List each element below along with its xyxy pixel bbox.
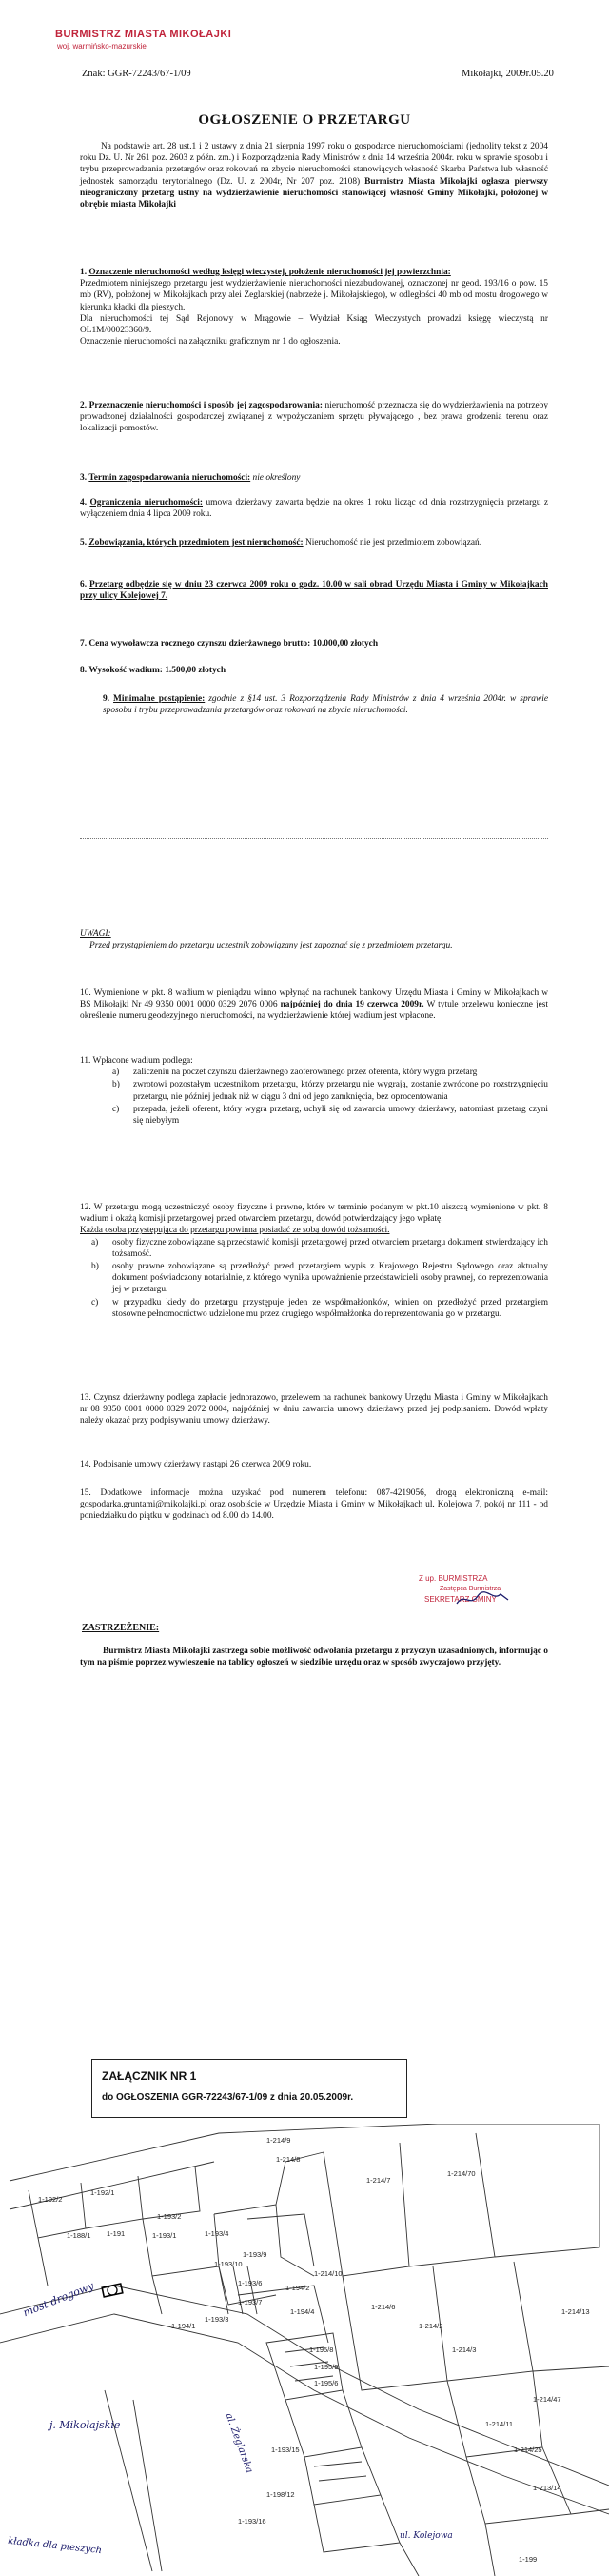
- reference-number: Znak: GGR-72243/67-1/09: [82, 69, 191, 79]
- p10-after: W tytule przelewu konieczne jest określenie numeru geodezyjnego nieruchomości, na wydzierżawienie której wadium jest wpłacone.: [80, 1000, 549, 1022]
- annex-subtitle: do OGŁOSZENIA GGR-72243/67-1/09 z dnia 20.05.2009r.: [102, 2092, 354, 2103]
- parcel-label: 1-193/4: [205, 2229, 229, 2238]
- p12-underline: Każda osoba przystępująca do przetargu powinna posiadać ze sobą dowód tożsamości.: [80, 1226, 390, 1236]
- sub-text: przepada, jeżeli oferent, który wygra przetarg, uchyli się od zawarcia umowy dzierżawy, natomiast przetarg czyni się niebyłym: [133, 1104, 548, 1127]
- paragraph-13: 13. Czynsz dzierżawny podlega zapłacie jednorazowo, przelewem na rachunek bankowy Urzędu Miasta i Gminy w Mikołajkach nr 08 9350 0001 0000 0329 2072 0004, najpóźniej w dniu zawarcia umowy dzierżawy przed jej podpisaniem. Dowód wpłaty należy okazać przy podpisywaniu umowy dzierżawy.: [80, 1393, 548, 1427]
- parcel-label: 1-214/6: [371, 2303, 396, 2311]
- signature-line: Zastępca Burmistrza: [440, 1586, 501, 1592]
- item-8: [80, 665, 548, 676]
- starting-price: Cena wywoławcza rocznego czynszu dzierżawnego brutto: 10.000,00 złotych: [88, 639, 379, 649]
- parcel-label: 1-194/4: [290, 2307, 315, 2316]
- item-text: zgodnie z §14 ust. 3 Rozporządzenia Rady Ministrów z dnia 4 września 2004r. w sprawie sposobu i trybu przeprowadzania przetargów oraz rokowań na zbycie nieruchomości.: [103, 694, 548, 716]
- parcel-label: 1-188/1: [67, 2231, 91, 2240]
- handwritten-signature: [455, 1588, 512, 1609]
- parcel-label: 1-214/25: [514, 2446, 542, 2454]
- parcel-label: 1-195/8: [309, 2346, 334, 2354]
- intro-bold: Burmistrz Miasta Mikołajki ogłasza pierwszy nieograniczony przetarg ustny na wydzierżawienie nieruchomości stanowiącej własność Gminy Mikołajki, położonej w obrębie miasta Mikołajki: [80, 176, 548, 210]
- parcel-label: 1-193/10: [214, 2260, 243, 2268]
- annex-title: ZAŁĄCZNIK NR 1: [102, 2069, 197, 2083]
- p11-sub-c: [112, 1104, 548, 1127]
- parcel-label: 1-192/2: [38, 2195, 63, 2204]
- deposit-amount: Wysokość wadium: 1.500,00 złotych: [88, 666, 226, 675]
- p12-sub-c: [91, 1297, 548, 1320]
- parcel-label: 1-193/2: [157, 2212, 182, 2221]
- reservation-text: Burmistrz Miasta Mikołajki zastrzega sobie możliwość odwołania przetargu z przyczyn uzasadnionych, informując o tym na piśmie poprzez wywieszenie na tablicy ogłoszeń w siedzibie urzędu oraz w sposób zwyczajowo przyjęty.: [80, 1647, 548, 1668]
- sub-text: w przypadku kiedy do przetargu przystępuje jeden ze współmałżonków, winien on przedłożyć przed przetargiem stosowne pełnomocnictwo udzielone mu przez drugiego współmałżonka do reprezentowania go w przetargu.: [112, 1297, 548, 1319]
- sub-label: a): [112, 1068, 120, 1078]
- parcel-label: 1-198/12: [266, 2490, 295, 2499]
- parcel-label: 1-194/1: [171, 2322, 196, 2330]
- item-7: [80, 638, 548, 649]
- reservation-label: ZASTRZEŻENIE:: [82, 1623, 160, 1633]
- sub-label: b): [112, 1080, 120, 1090]
- item-text: Nieruchomość nie jest przedmiotem zobowiązań.: [304, 538, 482, 548]
- item-number: 3.: [80, 473, 88, 483]
- sub-text: osoby prawne zobowiązane są przedłożyć przed przetargiem wypis z Krajowego Rejestru Sądowego oraz aktualny dokument poświadczony notarialnie, z którego wynika upoważnienie przedstawicieli osoby prawnej, do reprezentowania jej w przetargu.: [112, 1262, 548, 1295]
- cadastral-map: [0, 2124, 609, 2576]
- p11-text: 11. Wpłacone wadium podlega:: [80, 1056, 193, 1066]
- parcel-label: 1-214/7: [366, 2176, 391, 2185]
- parcel-label: 1-193/6: [238, 2279, 263, 2287]
- map-drawing: [0, 2124, 609, 2576]
- parcel-label: 1-194/2: [285, 2284, 310, 2292]
- p12-text: 12. W przetargu mogą uczestniczyć osoby fizyczne i prawne, które w terminie podanym w pkt.10 uiszczą wymienione w pkt. 8 wadium i okażą komisji przetargowej przed otwarciem przetargu, dowód potwierdzający jego wpłatę.: [80, 1203, 548, 1225]
- parcel-label: 1-214/3: [452, 2346, 477, 2354]
- parcel-label: 1-214/8: [276, 2155, 301, 2164]
- item-heading: Termin zagospodarowania nieruchomości:: [88, 473, 251, 483]
- item-heading: Przeznaczenie nieruchomości i sposób jej zagospodarowania:: [88, 401, 323, 410]
- document-date: Mikołajki, 2009r.05.20: [462, 69, 554, 79]
- sub-text: zaliczeniu na poczet czynszu dzierżawnego zaoferowanego przez oferenta, który wygra przetarg: [133, 1068, 478, 1078]
- item-9: [80, 693, 548, 716]
- parcel-label: 1-192/1: [90, 2188, 115, 2197]
- paragraph-12: [80, 1202, 548, 1321]
- item-1: [80, 267, 548, 348]
- parcel-label: 1-214/13: [561, 2307, 590, 2316]
- note-bridge: most drogowy: [21, 2279, 96, 2320]
- parcel-label: 1-214/9: [266, 2136, 291, 2145]
- item-5: [80, 537, 548, 549]
- item-number: 7.: [80, 639, 88, 649]
- item-text: umowa dzierżawy zawarta będzie na okres 1 roku licząc od dnia rozstrzygnięcia przetargu z wyłączeniem dnia 4 lipca 2009 roku.: [80, 498, 549, 520]
- note-street: al. Żeglarska: [223, 2411, 255, 2475]
- office-stamp-sub: woj. warmińsko-mazurskie: [57, 42, 147, 50]
- item-heading: Zobowiązania, których przedmiotem jest nieruchomość:: [88, 538, 304, 548]
- signature-line: Z up. BURMISTRZA: [419, 1574, 488, 1583]
- item-2: [80, 400, 548, 435]
- parcel-label: 1-193/16: [238, 2517, 266, 2526]
- parcel-label: 1-195/9: [314, 2363, 339, 2371]
- remarks-text: Przed przystąpieniem do przetargu uczestnik zobowiązany jest zapoznać się z przedmiotem przetargu.: [89, 941, 453, 951]
- item-number: 6.: [80, 580, 88, 589]
- parcel-label: 1-213/14: [533, 2484, 561, 2492]
- item-heading: Oznaczenie nieruchomości według księgi wieczystej, położenie nieruchomości jej powierzchnia:: [88, 268, 451, 277]
- item-number: 1.: [80, 268, 88, 277]
- paragraph-14: [80, 1459, 548, 1470]
- parcel-label: 1-193/7: [238, 2298, 263, 2306]
- note-lake: j. Mikołajskie: [49, 2419, 121, 2431]
- item-line: Przedmiotem niniejszego przetargu jest wydzierżawienie nieruchomości niezabudowanej, oznaczonej nr geod. 193/16 o pow. 15 mb (RV), położonej w Mikołajkach przy alei Żeglarskiej (nabrzeże j. Mikołajskiego), w odległości 40 mb od mostu drogowego w kierunku kładki dla pieszych.: [80, 279, 548, 312]
- parcel-label: 1-193/3: [205, 2315, 229, 2324]
- p12-sub-b: [91, 1261, 548, 1296]
- paragraph-15: 15. Dodatkowe informacje można uzyskać pod numerem telefonu: 087-4219056, drogą elektroniczną e-mail: gospodarka.gruntami@mikolajki.pl oraz osobiście w Urzędzie Miasta i Gminy w Mikołajkach ul. Kolejowa 7, pokój nr 111 - od poniedziałku do piątku w godzinach od 8.00 do 14.00.: [80, 1488, 548, 1522]
- divider: [80, 838, 548, 839]
- item-number: 4.: [80, 498, 88, 508]
- intro-paragraph: [80, 141, 548, 210]
- parcel-label: 1-214/2: [419, 2322, 443, 2330]
- parcel-label: 1-214/47: [533, 2395, 561, 2404]
- paragraph-10: [80, 988, 548, 1023]
- item-number: 8.: [80, 666, 88, 675]
- signature-line: SEKRETARZ GMINY: [424, 1595, 497, 1604]
- parcel-label: 1-214/10: [314, 2269, 343, 2278]
- p10-text: 10. Wymienione w pkt. 8 wadium w pieniądzu winno wpłynąć na rachunek bankowy Urzędu Miasta i Gminy w Mikołajkach w BS Mikołajki Nr 49 9350 0001 0000 0329 2076 0006: [80, 988, 548, 1010]
- sub-label: a): [91, 1237, 99, 1248]
- page-title: OGŁOSZENIE O PRZETARGU: [198, 112, 411, 128]
- p12-sub-a: [91, 1237, 548, 1260]
- item-4: [80, 497, 548, 520]
- p11-sub-b: [112, 1079, 548, 1102]
- parcel-label: 1-193/15: [271, 2446, 300, 2454]
- note-footbridge: kładka dla pieszych: [7, 2535, 103, 2557]
- item-number: 2.: [80, 401, 88, 410]
- p11-sub-a: [112, 1067, 548, 1078]
- annex-header: [91, 2059, 407, 2118]
- sub-text: zwrotowi pozostałym uczestnikom przetargu, którzy przetargu nie wygrają, zostanie zwrócone po rozstrzygnięciu przetargu, nie później jednak niż w ciągu 3 dni od jego zamknięcia, bez oprocentowania: [133, 1080, 548, 1102]
- item-text: nie określony: [252, 473, 301, 483]
- item-line: Oznaczenie nieruchomości na załączniku graficznym nr 1 do ogłoszenia.: [80, 337, 341, 348]
- sub-label: c): [91, 1297, 99, 1308]
- item-line: Dla nieruchomości tej Sąd Rejonowy w Mrągowie – Wydział Ksiąg Wieczystych prowadzi księgę wieczystą nr OL1M/00023360/9.: [80, 313, 548, 336]
- parcel-label: 1-214/70: [447, 2169, 476, 2178]
- parcel-label: 1-191: [107, 2229, 126, 2238]
- intro-text: Na podstawie art. 28 ust.1 i 2 ustawy z dnia 21 sierpnia 1997 roku o gospodarce nieruchomościami (jednolity tekst z 2004 roku Dz. U. Nr 261 poz. 2603 z późn. zm.) i Rozporządzenia Rady Ministrów z dnia 14 września 2004r. roku w sprawie sposobu i trybu przeprowadzania przetargów oraz rokowań na zbycie nieruchomości stanowiących własność Skarbu Państwa lub własność jednostek samorządu terytorialnego (Dz. U. z 2004r, Nr 207 poz. 2108): [80, 142, 548, 187]
- item-6: [80, 579, 548, 602]
- sub-label: c): [112, 1104, 120, 1114]
- item-3: [80, 472, 548, 484]
- parcel-label: 1-195/6: [314, 2379, 339, 2387]
- item-number: 9.: [103, 694, 110, 704]
- item-text: nieruchomość przeznacza się do wydzierżawienia na potrzeby prowadzonej działalności gospodarczej związanej z wypożyczaniem sprzętu pływającego , bez prawa grodzenia terenu oraz lokalizacji pomostów.: [80, 401, 549, 434]
- parcel-label: 1-193/9: [243, 2250, 267, 2259]
- p14-date: 26 czerwca 2009 roku.: [229, 1460, 312, 1469]
- office-stamp: BURMISTRZ MIASTA MIKOŁAJKI: [55, 29, 232, 40]
- tender-date-text: Przetarg odbędzie się w dniu 23 czerwca 2009 roku o godz. 10.00 w sali obrad Urzędu Miasta i Gminy w Mikołajkach przy ulicy Kolejowej 7.: [80, 580, 548, 602]
- p10-deadline: najpóźniej do dnia 19 czerwca 2009r.: [280, 1000, 424, 1010]
- parcel-label: 1-214/11: [485, 2420, 514, 2428]
- paragraph-11: [80, 1055, 548, 1128]
- p14-text: 14. Podpisanie umowy dzierżawy nastąpi: [80, 1460, 228, 1469]
- remarks: [80, 929, 548, 951]
- sub-label: b): [91, 1262, 99, 1272]
- sub-text: osoby fizyczne zobowiązane są przedstawić komisji przetargowej przed otwarciem przetargu dokument stwierdzający ich tożsamość.: [112, 1237, 548, 1259]
- note-street2: ul. Kolejowa: [400, 2531, 453, 2541]
- remarks-label: UWAGI:: [80, 929, 111, 939]
- item-heading: Minimalne postąpienie:: [113, 694, 206, 704]
- parcel-label: 1-193/1: [152, 2231, 177, 2240]
- item-heading: Ograniczenia nieruchomości:: [89, 498, 204, 508]
- parcel-label: 1-199: [519, 2555, 538, 2564]
- item-number: 5.: [80, 538, 88, 548]
